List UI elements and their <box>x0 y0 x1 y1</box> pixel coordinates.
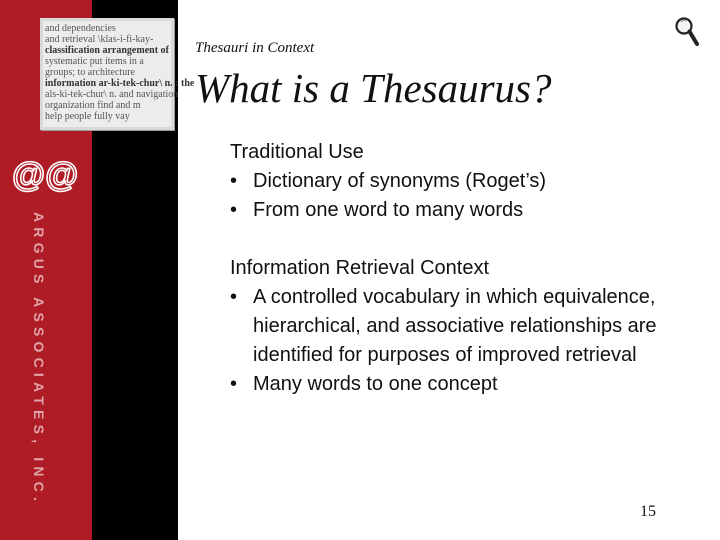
thumb-line: information ar-ki-tek-chur\ n. : the <box>45 78 195 89</box>
bullet-item: • A controlled vocabulary in which equivalence, hierarchical, and associative relationships are identified for purposes of improved retrieval <box>230 283 700 370</box>
section-heading: Traditional Use <box>230 141 364 163</box>
at-at-icon <box>12 152 79 196</box>
bullet-list <box>230 283 700 399</box>
logo-text: @@ <box>12 156 79 194</box>
company-name-text: ARGUS ASSOCIATES, INC. <box>31 212 47 507</box>
company-name-graphic <box>20 212 60 507</box>
company-name-vertical <box>20 212 60 507</box>
magnifier-icon <box>674 16 700 53</box>
thumb-line: groups; to architecture <box>45 67 135 78</box>
slide-subtitle: Thesauri in Context <box>195 40 315 56</box>
thumb-line: classification arrangement of <box>45 45 169 56</box>
section-traditional-use <box>230 138 700 225</box>
dictionary-thumbnail <box>40 18 195 130</box>
page-number: 15 <box>640 503 656 520</box>
thumbnail-text-lines <box>45 23 195 122</box>
bullet-item: • Many words to one concept <box>230 370 700 399</box>
bullet-list <box>230 167 700 225</box>
bullet-item: • Dictionary of synonyms (Roget’s) <box>230 167 700 196</box>
thumb-line: and dependencies <box>45 23 116 34</box>
dictionary-thumbnail-graphic <box>43 21 195 127</box>
section-information-retrieval <box>230 254 700 399</box>
thumb-line: systematic put items in a <box>45 56 144 67</box>
bullet-item: • From one word to many words <box>230 196 700 225</box>
thumb-line: and retrieval \klas-i-fi-kay- <box>45 34 154 45</box>
argus-at-logo <box>12 152 79 201</box>
thumb-line: help people fully vay <box>45 111 130 122</box>
thumb-line: organization find and m <box>45 100 141 111</box>
slide-content <box>230 138 700 399</box>
section-heading: Information Retrieval Context <box>230 257 490 279</box>
slide-title: What is a Thesaurus? <box>195 65 552 111</box>
thumb-line: als-ki-tek-chur\ n. and navigation <box>45 89 179 100</box>
